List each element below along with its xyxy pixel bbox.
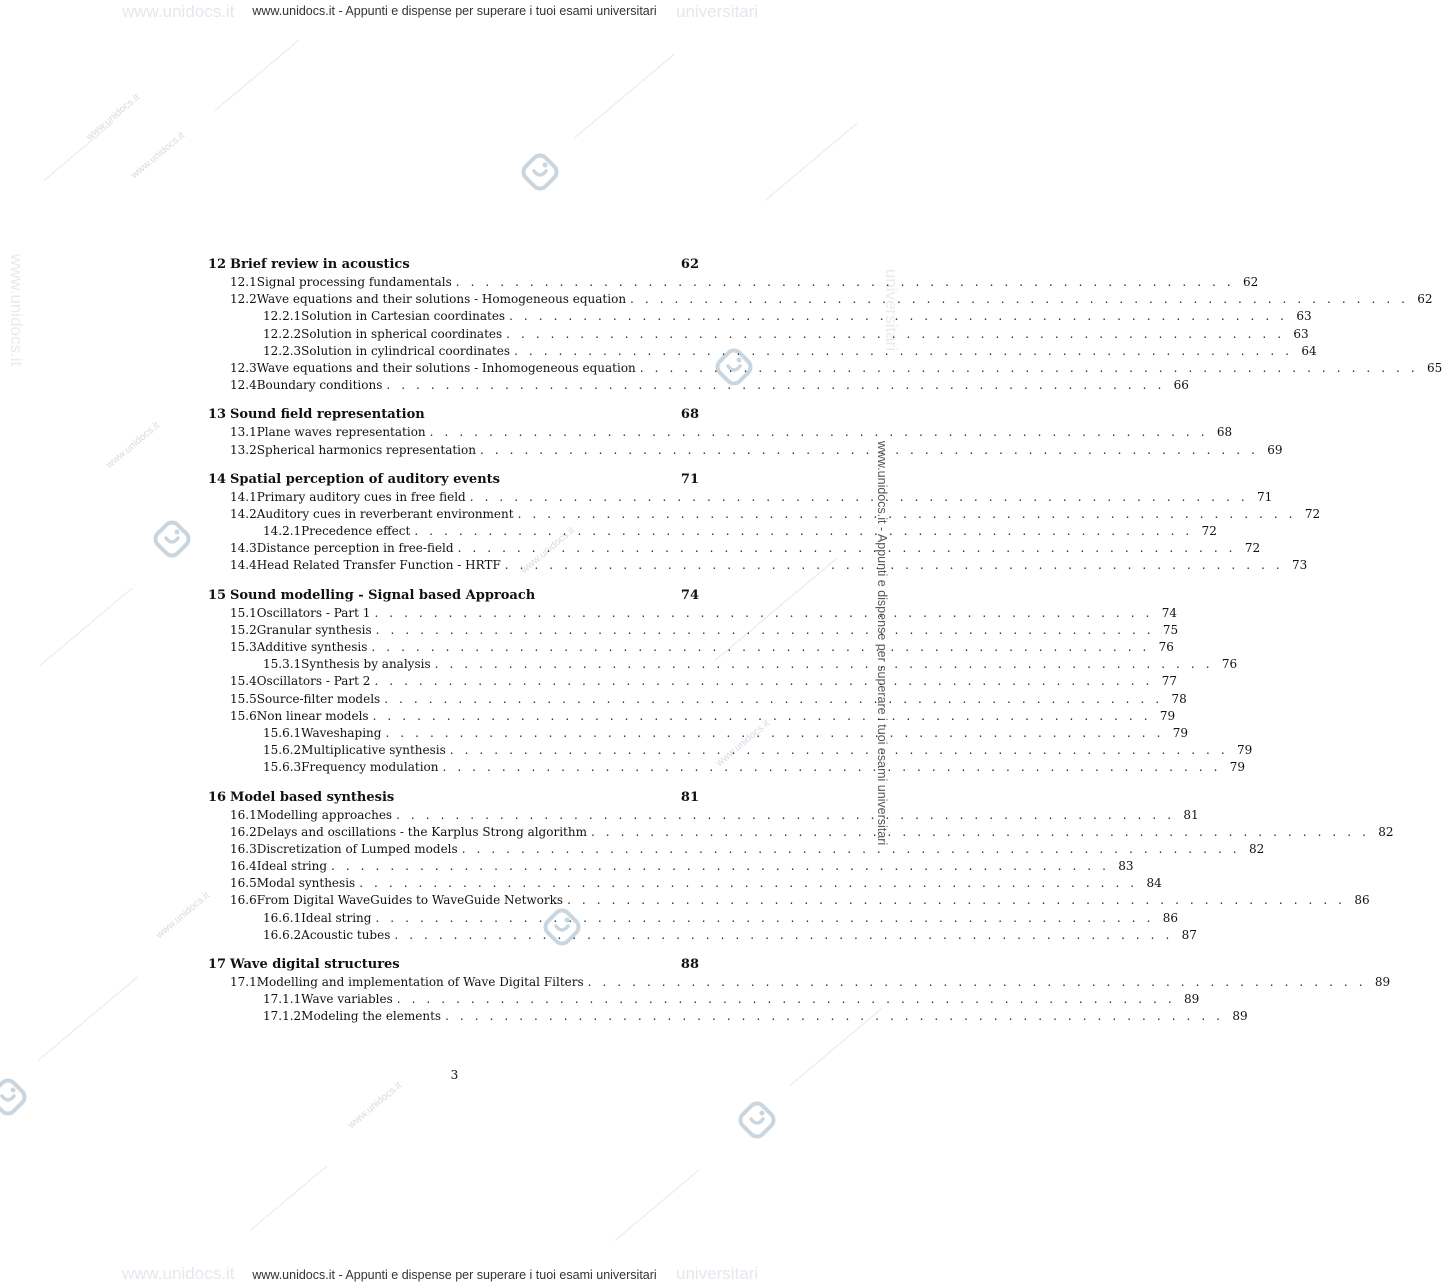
toc-dot-leader [374,673,1153,690]
toc-chapter-page: 88 [680,957,699,972]
toc-section-row [208,824,1394,841]
toc-entry-title: Boundary conditions [256,378,383,393]
toc-entry-page: 83 [1118,859,1134,874]
toc-entry-title: Solution in spherical coordinates [301,326,503,341]
toc-chapter-heading [208,789,699,807]
toc-section-row [208,540,1261,557]
toc-entry-number: 12.2.3 [263,343,302,358]
toc-entry-number: 16.4 [230,859,257,874]
toc-chapter-label [208,406,425,424]
toc-entry-page: 63 [1296,309,1312,324]
toc-dot-leader [414,523,1193,540]
toc-section-row [208,673,1177,690]
toc-entry-page: 87 [1181,927,1197,942]
toc-section-row [208,360,1442,377]
toc-entry-number: 15.6.2 [263,743,302,758]
watermark-diagonal-text: www.unidocs.it [129,130,187,181]
watermark-stroke [575,54,675,138]
watermark-diagonal-text: www.unidocs.it [84,92,142,143]
toc-entry-page: 65 [1427,360,1442,375]
toc-dot-leader [385,725,1164,742]
toc-entry-number: 12.2 [230,292,257,307]
toc-entry-page: 72 [1304,506,1321,521]
toc-entry-number: 16.3 [230,841,257,856]
toc-chapter-page: 62 [680,257,699,272]
toc-subsection-row [208,991,1200,1008]
toc-entry-title: Ideal string [301,910,372,925]
toc-entry-title: Precedence effect [301,524,411,539]
toc-chapter-title: Sound modelling - Signal based Approach [230,587,536,603]
toc-entry-title: Solution in Cartesian coordinates [301,309,506,324]
toc-entry-number: 15.3 [230,640,257,654]
toc-entry-title: Modelling approaches [256,807,393,822]
toc-chapter [208,956,1391,1026]
toc-entry-number: 14.4 [230,558,257,573]
toc-entry-page: 84 [1146,876,1162,891]
toc-dot-leader [630,291,1409,308]
toc-section-row [208,807,1199,824]
toc-entry-number: 14.3 [230,541,257,556]
toc-entry-number: 15.1 [230,605,257,620]
toc-dot-leader [514,343,1293,360]
toc-dot-leader [331,858,1110,875]
toc-chapter-title: Sound field representation [230,407,425,423]
toc-entry-number: 16.1 [230,807,257,822]
toc-dot-leader [375,910,1154,927]
toc-entry-title: Oscillators - Part 1 [256,605,371,620]
watermark-top-banner: www.unidocs.it - Appunti e dispense per superare i tuoi esami universitari [252,4,657,18]
toc-section-row [208,442,1283,459]
toc-section-row [208,858,1134,875]
toc-dot-leader [462,841,1241,858]
toc-dot-leader [435,656,1214,673]
toc-entry-title: Primary auditory cues in free field [256,489,466,504]
toc-entry-number: 12.2.1 [263,309,302,324]
toc-dot-leader [396,807,1175,824]
watermark-stroke [250,1166,327,1231]
toc-subsection-row [208,725,1188,742]
toc-chapter-label [208,956,400,974]
toc-dot-leader [506,326,1285,343]
toc-entry-title: Auditory cues in reverberant environment [256,506,514,521]
toc-entry-number: 13.1 [230,425,257,440]
toc-entry-title: Discretization of Lumped models [256,841,458,856]
toc-entry-number: 17.1.2 [263,1009,302,1024]
toc-chapter-label [208,471,500,489]
toc-entry-number: 14.2.1 [263,524,302,539]
toc-dot-leader [456,274,1235,291]
toc-entry-title: Modal synthesis [256,876,356,891]
toc-entry-number: 17.1 [230,975,257,989]
watermark-side-banner-right: www.unidocs.it - Appunti e dispense per superare i tuoi esami universitari [875,440,890,846]
toc-dot-leader [518,506,1297,523]
toc-entry-number: 15.6 [230,708,257,723]
watermark-diagonal-text: www.unidocs.it [346,1080,404,1131]
toc-entry-number: 15.3.1 [263,657,302,672]
toc-entry-title: Delays and oscillations - the Karplus Strong algorithm [256,824,587,839]
toc-entry-title: Additive synthesis [256,640,368,654]
toc-entry-number: 17.1.1 [263,992,302,1007]
toc-entry-title: Frequency modulation [301,760,439,775]
toc-entry-title: Wave equations and their solutions - Homogeneous equation [256,292,627,307]
toc-chapter-page: 74 [680,587,699,603]
toc-chapter-title: Brief review in acoustics [230,257,410,272]
toc-chapter-number: 13 [208,407,227,423]
unidocs-logo-icon [150,517,194,561]
toc-entry-number: 16.6 [230,893,257,908]
toc-section-row [208,708,1176,725]
watermark-side-ghost-text: www.unidocs.it [7,253,27,367]
toc-entry-title: Modelling and implementation of Wave Digital Filters [256,975,584,989]
toc-chapter-number: 15 [208,587,227,603]
toc-dot-leader [640,360,1419,377]
toc-entry-title: From Digital WaveGuides to WaveGuide Networks [256,893,564,908]
toc-entry-title: Wave variables [301,992,393,1007]
toc-section-row [208,291,1433,308]
toc-section-row [208,377,1189,394]
toc-entry-page: 89 [1232,1009,1248,1024]
toc-dot-leader [567,892,1346,909]
unidocs-logo-icon [735,1098,779,1142]
toc-entry-title: Modeling the elements [301,1009,442,1024]
toc-entry-page: 66 [1173,378,1189,393]
toc-section-row [208,691,1187,708]
toc-section-row [208,622,1179,639]
watermark-diagonal-text: www.unidocs.it [104,420,162,471]
toc-section-row [208,639,1174,656]
toc-entry-page: 86 [1162,910,1178,925]
toc-dot-leader [588,974,1367,991]
toc-entry-page: 79 [1237,743,1253,758]
toc-entry-page: 75 [1162,622,1179,637]
toc-dot-leader [443,759,1222,776]
toc-entry-number: 15.6.3 [263,760,302,775]
toc-chapter-heading [208,587,699,605]
toc-entry-page: 64 [1301,343,1317,358]
toc-entry-number: 15.4 [230,674,257,689]
toc-entry-title: Waveshaping [301,725,382,740]
toc-chapter-page: 71 [680,471,699,487]
toc-entry-title: Ideal string [256,859,328,874]
toc-entry-title: Granular synthesis [256,622,372,637]
toc-entry-title: Synthesis by analysis [301,657,431,672]
toc-entry-title: Distance perception in free-field [256,541,454,556]
toc-dot-leader [386,377,1165,394]
toc-entry-page: 76 [1158,640,1174,654]
toc-entry-title: Head Related Transfer Function - HRTF [256,558,501,573]
watermark-ghost-text: www.unidocs.it [122,2,235,21]
watermark-stroke [615,1169,700,1240]
toc-dot-leader [450,742,1229,759]
toc-dot-leader [430,424,1209,441]
toc-entry-title: Plane waves representation [256,425,426,440]
toc-entry-number: 12.2.2 [263,326,302,341]
toc-entry-title: Signal processing fundamentals [256,275,452,289]
toc-entry-page: 79 [1172,725,1188,740]
toc-dot-leader [470,489,1249,506]
toc-dot-leader [445,1008,1224,1025]
toc-entry-page: 71 [1256,489,1273,504]
toc-chapter-number: 14 [208,471,227,487]
toc-chapter-label [208,256,410,274]
toc-entry-number: 16.6.2 [263,927,302,942]
toc-dot-leader [394,927,1173,944]
toc-chapter-label [208,587,535,605]
toc-entry-page: 89 [1374,975,1391,989]
toc-entry-title: Solution in cylindrical coordinates [301,343,511,358]
toc-dot-leader [505,557,1284,574]
toc-entry-number: 16.5 [230,876,257,891]
toc-dot-leader [373,708,1152,725]
watermark-diagonal-text: www.unidocs.it [714,718,772,769]
toc-chapter [208,789,1394,945]
toc-entry-number: 15.2 [230,622,257,637]
toc-entry-title: Oscillators - Part 2 [256,674,371,689]
toc-subsection-row [208,759,1246,776]
toc-section-row [208,841,1265,858]
toc-chapter-heading [208,956,699,974]
toc-entry-number: 16.2 [230,824,257,839]
watermark-ghost-text: universitari [676,2,759,21]
toc-entry-number: 13.2 [230,442,257,457]
toc-subsection-row [208,1008,1248,1025]
toc-dot-leader [509,308,1288,325]
toc-section-row [208,974,1391,991]
toc-chapter-page: 68 [680,407,699,423]
toc-entry-page: 79 [1229,760,1246,775]
toc-dot-leader [397,991,1176,1008]
toc-dot-leader [591,824,1370,841]
toc-entry-number: 14.2 [230,506,257,521]
toc-entry-number: 12.3 [230,360,257,375]
toc-subsection-row [208,326,1309,343]
toc-subsection-row [208,523,1217,540]
toc-dot-leader [384,691,1163,708]
toc-dot-leader [371,639,1150,656]
toc-chapter-number: 12 [208,257,227,272]
toc-entry-number: 12.1 [230,275,257,289]
toc-subsection-row [208,656,1238,673]
toc-chapter [208,406,1283,458]
toc-entry-number: 15.6.1 [263,725,302,740]
toc-entry-page: 82 [1378,824,1394,839]
toc-entry-page: 76 [1221,657,1238,672]
watermark-diagonal-text: www.unidocs.it [154,890,212,941]
toc-section-row [208,506,1321,523]
toc-chapter-heading [208,471,699,489]
toc-entry-title: Multiplicative synthesis [301,743,446,758]
toc-section-row [208,875,1162,892]
toc-dot-leader [458,540,1237,557]
toc-entry-page: 73 [1292,558,1308,573]
watermark-side-ghost-text: universitari [882,268,902,352]
toc-section-row [208,892,1370,909]
unidocs-logo-icon [518,150,562,194]
toc-subsection-row [208,343,1317,360]
toc-subsection-row [208,927,1197,944]
toc-entry-title: Source-filter models [256,691,381,706]
toc-chapter-number: 17 [208,957,227,972]
toc-entry-page: 69 [1267,442,1283,457]
watermark-stroke [40,588,133,666]
toc-chapter-number: 16 [208,789,227,805]
toc-entry-page: 78 [1171,691,1187,706]
watermark-stroke [38,977,138,1061]
toc-chapter-title: Wave digital structures [230,957,400,972]
toc-chapter-heading [208,406,699,424]
watermark-bottom-banner: www.unidocs.it - Appunti e dispense per superare i tuoi esami universitari [252,1268,657,1282]
toc-entry-page: 62 [1243,275,1259,289]
toc-chapter-title: Model based synthesis [230,789,395,805]
toc-entry-page: 86 [1354,893,1370,908]
page-number: 3 [450,1068,459,1082]
toc-subsection-row [208,742,1253,759]
toc-section-row [208,274,1259,291]
toc-entry-page: 74 [1161,605,1177,620]
toc-entry-number: 12.4 [230,378,257,393]
toc-entry-title: Non linear models [256,708,369,723]
toc-chapter-heading [208,256,699,274]
toc-section-row [208,557,1308,574]
toc-entry-number: 16.6.1 [263,910,302,925]
toc-entry-number: 14.1 [230,489,257,504]
toc-entry-title: Spherical harmonics representation [256,442,476,457]
toc-entry-number: 15.5 [230,691,257,706]
toc-entry-page: 68 [1216,425,1233,440]
toc-dot-leader [359,875,1138,892]
watermark-diagonal-text: www.unidocs.it [519,525,577,576]
toc-entry-page: 63 [1293,326,1309,341]
toc-entry-page: 81 [1183,807,1199,822]
toc-entry-page: 79 [1159,708,1176,723]
toc-entry-page: 89 [1184,992,1200,1007]
toc-entry-page: 72 [1201,524,1217,539]
toc-section-row [208,489,1273,506]
toc-dot-leader [376,622,1155,639]
toc-section-row [208,605,1177,622]
toc-subsection-row [208,308,1312,325]
toc-entry-title: Wave equations and their solutions - Inhomogeneous equation [256,360,636,375]
toc-chapter [208,471,1321,575]
toc-dot-leader [374,605,1153,622]
watermark-stroke [765,123,858,201]
toc-entry-page: 72 [1244,541,1261,556]
toc-entry-page: 77 [1161,674,1177,689]
toc-dot-leader [480,442,1259,459]
toc-section-row [208,424,1233,441]
toc-entry-page: 62 [1417,292,1433,307]
watermark-ghost-text: universitari [676,1264,759,1283]
toc-chapter-title: Spatial perception of auditory events [230,471,500,487]
toc-chapter-page: 81 [680,789,699,805]
toc-entry-title: Acoustic tubes [301,927,391,942]
toc-chapter-label [208,789,394,807]
toc-subsection-row [208,910,1178,927]
watermark-stroke [215,39,300,110]
watermark-ghost-text: www.unidocs.it [122,1264,235,1283]
toc-entry-page: 82 [1248,841,1265,856]
